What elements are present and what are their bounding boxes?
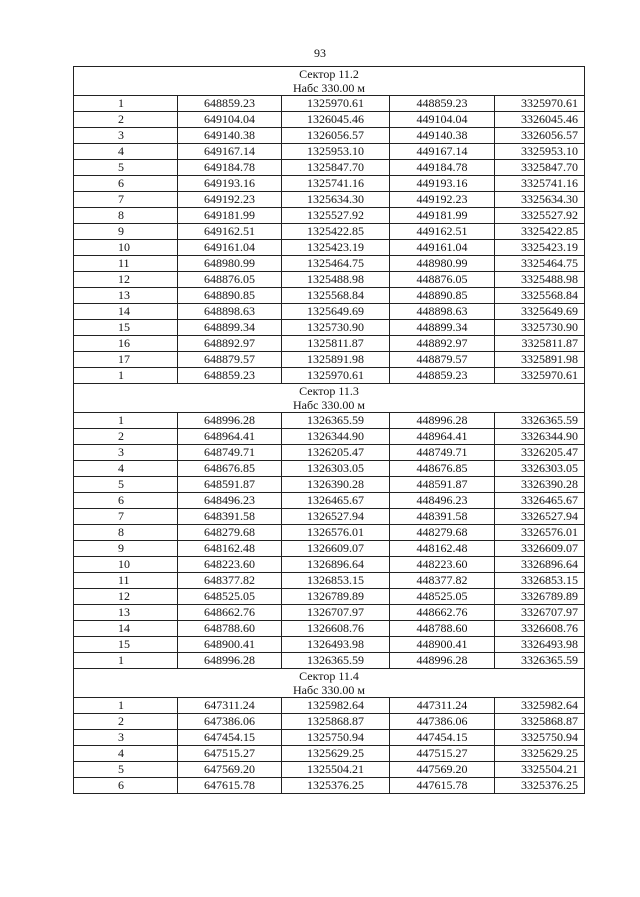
sector-title-row — [74, 384, 585, 399]
x-coordinate-local: 447615.78 — [390, 778, 495, 794]
y-coordinate: 1326365.59 — [282, 653, 390, 669]
x-coordinate: 648162.48 — [178, 541, 282, 557]
table-row — [74, 413, 585, 429]
point-number: 5 — [74, 160, 178, 176]
point-number: 1 — [74, 413, 178, 429]
x-coordinate: 648996.28 — [178, 653, 282, 669]
x-coordinate: 649192.23 — [178, 192, 282, 208]
x-coordinate-local: 449140.38 — [390, 128, 495, 144]
x-coordinate-local: 448391.58 — [390, 509, 495, 525]
x-coordinate: 648890.85 — [178, 288, 282, 304]
x-coordinate-local: 448879.57 — [390, 352, 495, 368]
x-coordinate-local: 448964.41 — [390, 429, 495, 445]
x-coordinate-local: 448662.76 — [390, 605, 495, 621]
point-number: 7 — [74, 192, 178, 208]
point-number: 3 — [74, 445, 178, 461]
table-row — [74, 368, 585, 384]
y-coordinate-local: 3325629.25 — [495, 746, 585, 762]
x-coordinate: 648391.58 — [178, 509, 282, 525]
x-coordinate-local: 449162.51 — [390, 224, 495, 240]
y-coordinate: 1326576.01 — [282, 525, 390, 541]
point-number: 2 — [74, 714, 178, 730]
table-row — [74, 746, 585, 762]
x-coordinate-local: 447515.27 — [390, 746, 495, 762]
x-coordinate-local: 448892.97 — [390, 336, 495, 352]
x-coordinate-local: 448876.05 — [390, 272, 495, 288]
x-coordinate: 649184.78 — [178, 160, 282, 176]
point-number: 3 — [74, 730, 178, 746]
x-coordinate: 649162.51 — [178, 224, 282, 240]
table-row — [74, 224, 585, 240]
y-coordinate-local: 3326465.67 — [495, 493, 585, 509]
x-coordinate-local: 448900.41 — [390, 637, 495, 653]
x-coordinate-local: 449104.04 — [390, 112, 495, 128]
x-coordinate-local: 448591.87 — [390, 477, 495, 493]
table-row — [74, 144, 585, 160]
point-number: 6 — [74, 778, 178, 794]
table-row — [74, 112, 585, 128]
x-coordinate: 648859.23 — [178, 96, 282, 112]
point-number: 14 — [74, 304, 178, 320]
x-coordinate-local: 449181.99 — [390, 208, 495, 224]
x-coordinate-local: 448996.28 — [390, 413, 495, 429]
table-row — [74, 128, 585, 144]
y-coordinate-local: 3326303.05 — [495, 461, 585, 477]
y-coordinate-local: 3325504.21 — [495, 762, 585, 778]
x-coordinate: 648676.85 — [178, 461, 282, 477]
x-coordinate: 648899.34 — [178, 320, 282, 336]
table-row — [74, 637, 585, 653]
x-coordinate-local: 448676.85 — [390, 461, 495, 477]
y-coordinate-local: 3326896.64 — [495, 557, 585, 573]
y-coordinate-local: 3325464.75 — [495, 256, 585, 272]
y-coordinate-local: 3325741.16 — [495, 176, 585, 192]
point-number: 14 — [74, 621, 178, 637]
x-coordinate: 648900.41 — [178, 637, 282, 653]
point-number: 13 — [74, 605, 178, 621]
point-number: 5 — [74, 762, 178, 778]
y-coordinate-local: 3325811.87 — [495, 336, 585, 352]
point-number: 11 — [74, 256, 178, 272]
y-coordinate-local: 3326527.94 — [495, 509, 585, 525]
table-row — [74, 445, 585, 461]
y-coordinate-local: 3325568.84 — [495, 288, 585, 304]
x-coordinate-local: 448223.60 — [390, 557, 495, 573]
table-row — [74, 240, 585, 256]
x-coordinate-local: 448162.48 — [390, 541, 495, 557]
sector-elevation-row — [74, 398, 585, 413]
table-row — [74, 336, 585, 352]
y-coordinate: 1326608.76 — [282, 621, 390, 637]
x-coordinate-local: 448898.63 — [390, 304, 495, 320]
point-number: 8 — [74, 208, 178, 224]
table-row — [74, 653, 585, 669]
x-coordinate-local: 448980.99 — [390, 256, 495, 272]
point-number: 1 — [74, 368, 178, 384]
point-number: 17 — [74, 352, 178, 368]
x-coordinate-local: 449193.16 — [390, 176, 495, 192]
sector-title: Сектор 11.3 — [74, 384, 585, 399]
sector-title: Сектор 11.4 — [74, 669, 585, 684]
y-coordinate-local: 3325376.25 — [495, 778, 585, 794]
point-number: 10 — [74, 557, 178, 573]
x-coordinate-local: 448859.23 — [390, 96, 495, 112]
x-coordinate-local: 447569.20 — [390, 762, 495, 778]
sector-elevation-row — [74, 683, 585, 698]
y-coordinate: 1326493.98 — [282, 637, 390, 653]
x-coordinate: 649161.04 — [178, 240, 282, 256]
point-number: 2 — [74, 112, 178, 128]
y-coordinate: 1326609.07 — [282, 541, 390, 557]
point-number: 4 — [74, 144, 178, 160]
y-coordinate: 1326527.94 — [282, 509, 390, 525]
sector-elevation: Набс 330.00 м — [74, 683, 585, 698]
x-coordinate: 648879.57 — [178, 352, 282, 368]
x-coordinate: 648223.60 — [178, 557, 282, 573]
x-coordinate-local: 449184.78 — [390, 160, 495, 176]
point-number: 1 — [74, 653, 178, 669]
y-coordinate: 1325811.87 — [282, 336, 390, 352]
table-row — [74, 541, 585, 557]
x-coordinate: 649167.14 — [178, 144, 282, 160]
y-coordinate: 1326205.47 — [282, 445, 390, 461]
table-row — [74, 320, 585, 336]
sector-title-row — [74, 669, 585, 684]
y-coordinate: 1325568.84 — [282, 288, 390, 304]
y-coordinate-local: 3326365.59 — [495, 653, 585, 669]
y-coordinate: 1325488.98 — [282, 272, 390, 288]
y-coordinate-local: 3325982.64 — [495, 698, 585, 714]
table-row — [74, 256, 585, 272]
x-coordinate: 648996.28 — [178, 413, 282, 429]
x-coordinate-local: 448279.68 — [390, 525, 495, 541]
x-coordinate: 649140.38 — [178, 128, 282, 144]
x-coordinate: 649181.99 — [178, 208, 282, 224]
x-coordinate-local: 448496.23 — [390, 493, 495, 509]
y-coordinate-local: 3326493.98 — [495, 637, 585, 653]
point-number: 12 — [74, 272, 178, 288]
y-coordinate: 1325504.21 — [282, 762, 390, 778]
y-coordinate: 1325464.75 — [282, 256, 390, 272]
sector-title-row — [74, 67, 585, 82]
x-coordinate: 647569.20 — [178, 762, 282, 778]
x-coordinate: 647615.78 — [178, 778, 282, 794]
y-coordinate: 1325970.61 — [282, 96, 390, 112]
y-coordinate: 1326056.57 — [282, 128, 390, 144]
y-coordinate: 1326896.64 — [282, 557, 390, 573]
point-number: 7 — [74, 509, 178, 525]
y-coordinate: 1325868.87 — [282, 714, 390, 730]
y-coordinate-local: 3326789.89 — [495, 589, 585, 605]
point-number: 15 — [74, 637, 178, 653]
y-coordinate-local: 3326707.97 — [495, 605, 585, 621]
x-coordinate: 647454.15 — [178, 730, 282, 746]
y-coordinate: 1326344.90 — [282, 429, 390, 445]
y-coordinate: 1325422.85 — [282, 224, 390, 240]
table-row — [74, 605, 585, 621]
coordinates-table-body — [74, 67, 585, 794]
table-row — [74, 509, 585, 525]
y-coordinate-local: 3325422.85 — [495, 224, 585, 240]
y-coordinate: 1326365.59 — [282, 413, 390, 429]
y-coordinate: 1326707.97 — [282, 605, 390, 621]
x-coordinate: 648876.05 — [178, 272, 282, 288]
x-coordinate: 648525.05 — [178, 589, 282, 605]
point-number: 6 — [74, 493, 178, 509]
point-number: 8 — [74, 525, 178, 541]
y-coordinate: 1326789.89 — [282, 589, 390, 605]
table-row — [74, 461, 585, 477]
y-coordinate: 1325634.30 — [282, 192, 390, 208]
x-coordinate: 647386.06 — [178, 714, 282, 730]
table-row — [74, 429, 585, 445]
y-coordinate-local: 3325730.90 — [495, 320, 585, 336]
x-coordinate-local: 449161.04 — [390, 240, 495, 256]
page-number: 93 — [314, 46, 326, 60]
x-coordinate: 648788.60 — [178, 621, 282, 637]
point-number: 1 — [74, 96, 178, 112]
table-row — [74, 730, 585, 746]
table-row — [74, 493, 585, 509]
table-row — [74, 272, 585, 288]
sector-elevation: Набс 330.00 м — [74, 398, 585, 413]
x-coordinate-local: 448859.23 — [390, 368, 495, 384]
y-coordinate-local: 3325488.98 — [495, 272, 585, 288]
y-coordinate-local: 3325750.94 — [495, 730, 585, 746]
sector-title: Сектор 11.2 — [74, 67, 585, 82]
x-coordinate: 647311.24 — [178, 698, 282, 714]
x-coordinate: 648496.23 — [178, 493, 282, 509]
point-number: 2 — [74, 429, 178, 445]
table-row — [74, 96, 585, 112]
y-coordinate-local: 3326056.57 — [495, 128, 585, 144]
table-row — [74, 477, 585, 493]
y-coordinate: 1325982.64 — [282, 698, 390, 714]
y-coordinate-local: 3325970.61 — [495, 96, 585, 112]
table-row — [74, 557, 585, 573]
y-coordinate: 1325741.16 — [282, 176, 390, 192]
x-coordinate-local: 447311.24 — [390, 698, 495, 714]
point-number: 9 — [74, 224, 178, 240]
y-coordinate-local: 3326365.59 — [495, 413, 585, 429]
y-coordinate-local: 3326205.47 — [495, 445, 585, 461]
sector-elevation-row — [74, 81, 585, 96]
table-row — [74, 208, 585, 224]
y-coordinate: 1325376.25 — [282, 778, 390, 794]
sector-elevation: Набс 330.00 м — [74, 81, 585, 96]
table-row — [74, 573, 585, 589]
table-row — [74, 352, 585, 368]
point-number: 13 — [74, 288, 178, 304]
y-coordinate: 1325730.90 — [282, 320, 390, 336]
table-row — [74, 589, 585, 605]
y-coordinate-local: 3326608.76 — [495, 621, 585, 637]
x-coordinate-local: 449167.14 — [390, 144, 495, 160]
point-number: 1 — [74, 698, 178, 714]
y-coordinate-local: 3326853.15 — [495, 573, 585, 589]
x-coordinate-local: 448899.34 — [390, 320, 495, 336]
y-coordinate-local: 3325423.19 — [495, 240, 585, 256]
y-coordinate: 1325891.98 — [282, 352, 390, 368]
y-coordinate: 1325970.61 — [282, 368, 390, 384]
table-row — [74, 778, 585, 794]
x-coordinate-local: 448996.28 — [390, 653, 495, 669]
y-coordinate: 1325750.94 — [282, 730, 390, 746]
x-coordinate: 648662.76 — [178, 605, 282, 621]
point-number: 4 — [74, 746, 178, 762]
table-row — [74, 288, 585, 304]
y-coordinate: 1326303.05 — [282, 461, 390, 477]
y-coordinate: 1326390.28 — [282, 477, 390, 493]
point-number: 6 — [74, 176, 178, 192]
coordinates-table — [73, 66, 585, 794]
y-coordinate: 1325847.70 — [282, 160, 390, 176]
point-number: 3 — [74, 128, 178, 144]
y-coordinate-local: 3325891.98 — [495, 352, 585, 368]
y-coordinate: 1325527.92 — [282, 208, 390, 224]
table-row — [74, 714, 585, 730]
x-coordinate: 648377.82 — [178, 573, 282, 589]
y-coordinate-local: 3325527.92 — [495, 208, 585, 224]
y-coordinate-local: 3326045.46 — [495, 112, 585, 128]
y-coordinate: 1325629.25 — [282, 746, 390, 762]
y-coordinate-local: 3326344.90 — [495, 429, 585, 445]
x-coordinate-local: 449192.23 — [390, 192, 495, 208]
x-coordinate: 648749.71 — [178, 445, 282, 461]
y-coordinate: 1326853.15 — [282, 573, 390, 589]
table-row — [74, 621, 585, 637]
x-coordinate-local: 448788.60 — [390, 621, 495, 637]
y-coordinate-local: 3325970.61 — [495, 368, 585, 384]
y-coordinate: 1325953.10 — [282, 144, 390, 160]
table-row — [74, 192, 585, 208]
table-row — [74, 304, 585, 320]
x-coordinate: 647515.27 — [178, 746, 282, 762]
x-coordinate: 648980.99 — [178, 256, 282, 272]
y-coordinate-local: 3325649.69 — [495, 304, 585, 320]
point-number: 4 — [74, 461, 178, 477]
y-coordinate-local: 3326609.07 — [495, 541, 585, 557]
point-number: 5 — [74, 477, 178, 493]
y-coordinate-local: 3325953.10 — [495, 144, 585, 160]
x-coordinate: 648892.97 — [178, 336, 282, 352]
y-coordinate-local: 3325868.87 — [495, 714, 585, 730]
table-row — [74, 525, 585, 541]
y-coordinate: 1325649.69 — [282, 304, 390, 320]
x-coordinate-local: 448525.05 — [390, 589, 495, 605]
x-coordinate: 648964.41 — [178, 429, 282, 445]
point-number: 16 — [74, 336, 178, 352]
point-number: 12 — [74, 589, 178, 605]
x-coordinate: 649193.16 — [178, 176, 282, 192]
x-coordinate: 648591.87 — [178, 477, 282, 493]
x-coordinate-local: 448749.71 — [390, 445, 495, 461]
x-coordinate: 649104.04 — [178, 112, 282, 128]
table-row — [74, 176, 585, 192]
x-coordinate: 648279.68 — [178, 525, 282, 541]
table-row — [74, 762, 585, 778]
x-coordinate-local: 447386.06 — [390, 714, 495, 730]
x-coordinate-local: 448890.85 — [390, 288, 495, 304]
x-coordinate-local: 447454.15 — [390, 730, 495, 746]
y-coordinate-local: 3325634.30 — [495, 192, 585, 208]
table-row — [74, 698, 585, 714]
point-number: 10 — [74, 240, 178, 256]
y-coordinate: 1325423.19 — [282, 240, 390, 256]
x-coordinate: 648898.63 — [178, 304, 282, 320]
y-coordinate-local: 3325847.70 — [495, 160, 585, 176]
point-number: 9 — [74, 541, 178, 557]
point-number: 11 — [74, 573, 178, 589]
x-coordinate: 648859.23 — [178, 368, 282, 384]
x-coordinate-local: 448377.82 — [390, 573, 495, 589]
y-coordinate: 1326045.46 — [282, 112, 390, 128]
y-coordinate-local: 3326576.01 — [495, 525, 585, 541]
y-coordinate-local: 3326390.28 — [495, 477, 585, 493]
table-row — [74, 160, 585, 176]
y-coordinate: 1326465.67 — [282, 493, 390, 509]
point-number: 15 — [74, 320, 178, 336]
